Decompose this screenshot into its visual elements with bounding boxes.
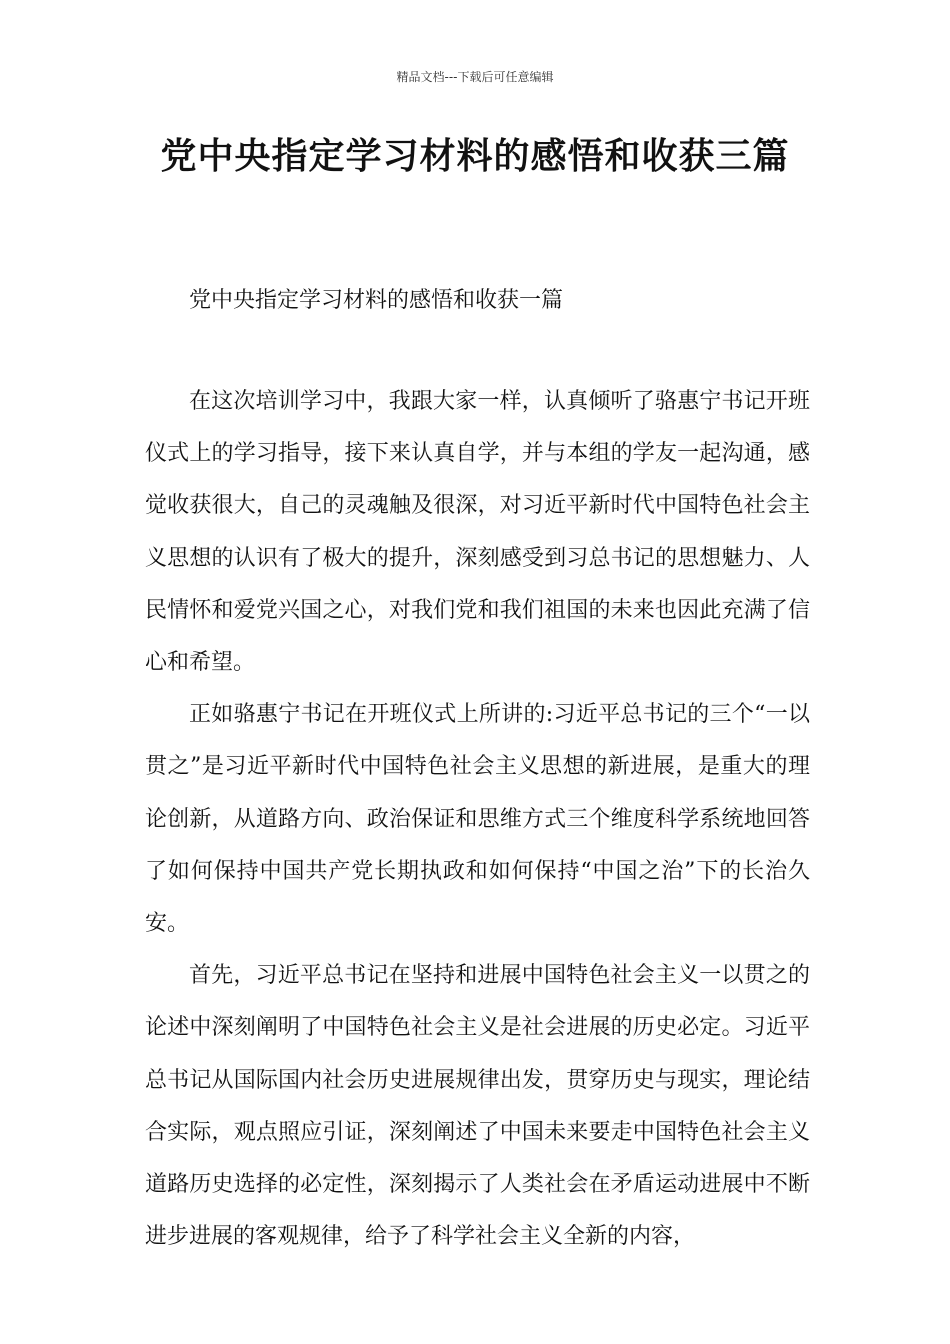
document-title: 党中央指定学习材料的感悟和收获三篇 <box>160 136 790 177</box>
paragraph: 在这次培训学习中，我跟大家一样，认真倾听了骆惠宁书记开班仪式上的学习指导，接下来认真自学，并与本组的学友一起沟通，感觉收获很大，自己的灵魂触及很深，对习近平新时代中国特色社会主义思想的认识有了极大的提升，深刻感受到习总书记的思想魅力、人民情怀和爱党兴国之心，对我们党和我们祖国的未来也因此充满了信心和希望。 <box>145 389 810 676</box>
paragraph: 首先，习近平总书记在坚持和进展中国特色社会主义一以贯之的论述中深刻阐明了中国特色社会主义是社会进展的历史必定。习近平总书记从国际国内社会历史进展规律出发，贯穿历史与现实，理论结合实际，观点照应引证，深刻阐述了中国未来要走中国特色社会主义道路历史选择的必定性，深刻揭示了人类社会在矛盾运动进展中不断进步进展的客观规律，给予了科学社会主义全新的内容， <box>145 963 810 1250</box>
section-title: 党中央指定学习材料的感悟和收获一篇 <box>189 288 564 313</box>
body-text <box>145 376 810 1263</box>
header-note: 精品文档---下载后可任意编辑 <box>396 70 554 84</box>
paragraph: 正如骆惠宁书记在开班仪式上所讲的:习近平总书记的三个“一以贯之”是习近平新时代中国特色社会主义思想的新进展，是重大的理论创新，从道路方向、政治保证和思维方式三个维度科学系统地回答了如何保持中国共产党长期执政和如何保持“中国之治”下的长治久安。 <box>145 702 810 937</box>
